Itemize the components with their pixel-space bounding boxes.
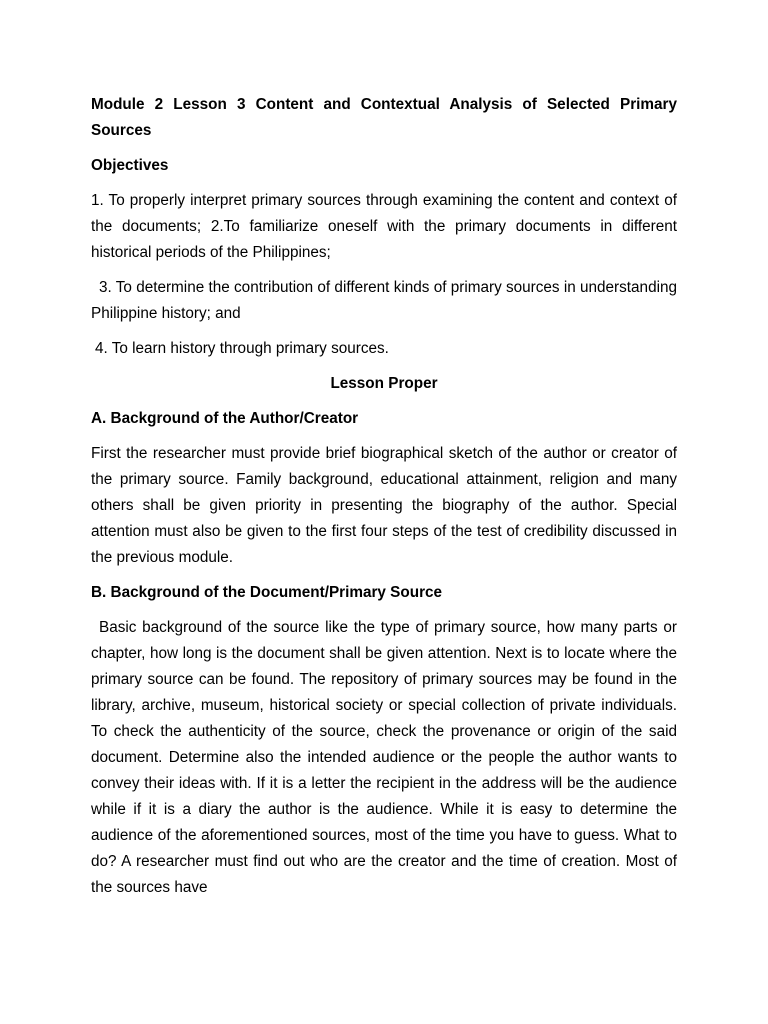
section-a-heading: A. Background of the Author/Creator bbox=[91, 410, 359, 427]
section-b-heading: B. Background of the Document/Primary Source bbox=[91, 584, 443, 601]
document-title: Module 2 Lesson 3 Content and Contextual Analysis of Selected Primary Sources bbox=[91, 96, 677, 139]
objective-4: 4. To learn history through primary sources. bbox=[95, 340, 389, 357]
objective-3: 3. To determine the contribution of different kinds of primary sources in understanding Philippine history; and bbox=[91, 279, 677, 322]
objectives-heading: Objectives bbox=[91, 157, 169, 174]
lesson-proper-heading: Lesson Proper bbox=[330, 375, 438, 392]
section-a-body: First the researcher must provide brief biographical sketch of the author or creator of the primary source. Family background, educational attainment, religion and many others shall be given priority in presenting the biography of the author. Special attention must also be given to the first four steps of the test of credibility discussed in the previous module. bbox=[91, 445, 677, 566]
document-page bbox=[91, 92, 677, 910]
section-b-body: Basic background of the source like the type of primary source, how many parts or chapter, how long is the document shall be given attention. Next is to locate where the primary source can be found. The repository of primary sources may be found in the library, archive, museum, historical society or special collection of private individuals. To check the authenticity of the source, check the provenance or origin of the said document. Determine also the intended audience or the people the author wants to convey their ideas with. If it is a letter the recipient in the address will be the audience while if it is a diary the author is the audience. While it is easy to determine the audience of the aforementioned sources, most of the time you have to guess. What to do? A researcher must find out who are the creator and the time of creation. Most of the sources have bbox=[91, 619, 677, 896]
objective-1-2: 1. To properly interpret primary sources through examining the content and context of the documents; 2.To familiarize oneself with the primary documents in different historical periods of the Philippines; bbox=[91, 192, 677, 261]
